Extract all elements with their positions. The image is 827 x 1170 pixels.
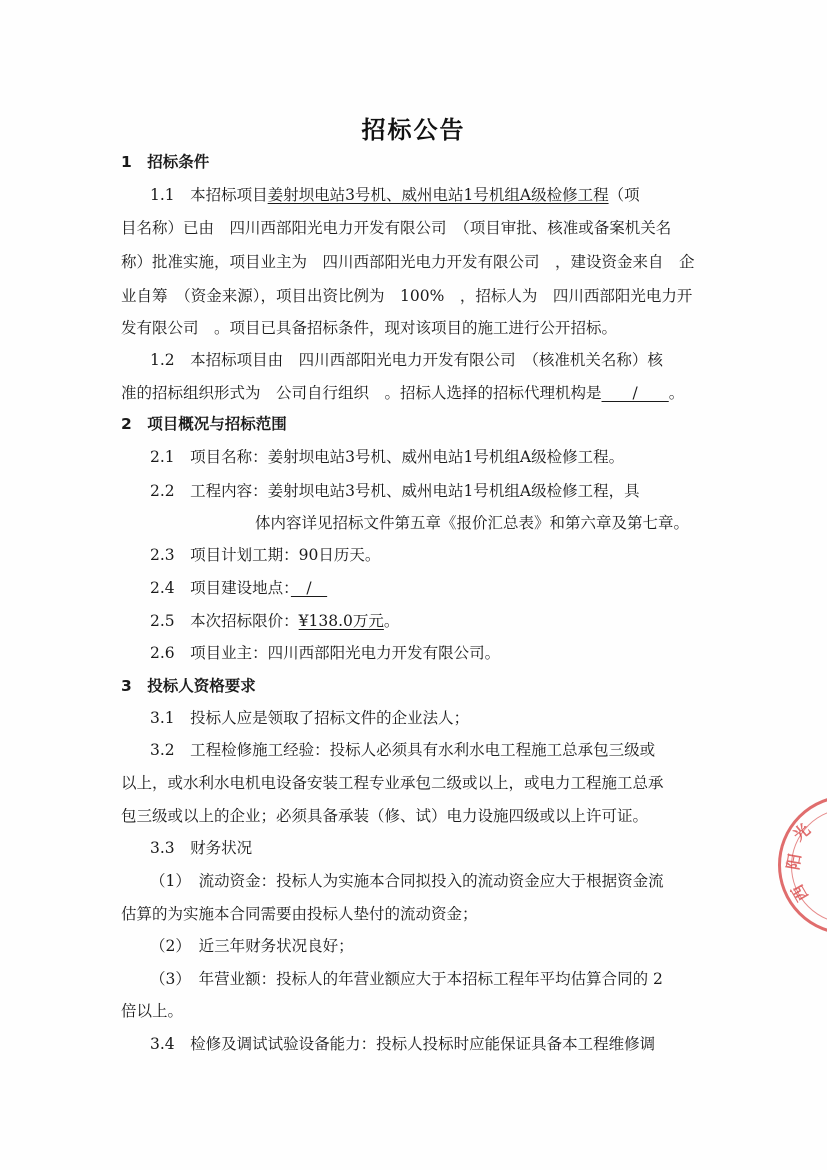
para-2-2-line-2: 体内容详见招标文件第五章《报价汇总表》和第六章及第七章。 <box>255 514 690 532</box>
para-3-2-line-3: 包三级或以上的企业；必须具备承装（修、试）电力设施四级或以上许可证。 <box>121 807 649 825</box>
seal-char: 光 <box>789 819 814 845</box>
para-3-2-line-1: 3.2 工程检修施工经验：投标人必须具有水利水电工程施工总承包三级或 <box>150 741 656 759</box>
para-2-2-line-1: 2.2 工程内容：姜射坝电站3号机、威州电站1号机组A级检修工程，具 <box>150 482 640 500</box>
para-1-1-line-2: 目名称）已由 四川西部阳光电力开发有限公司 （项目审批、核准或备案机关名 <box>121 219 672 237</box>
para-1-2-end: 。 <box>668 384 685 402</box>
company-seal-icon <box>778 795 827 935</box>
para-1-2-line-1: 1.2 本招标项目由 四川西部阳光电力开发有限公司 （核准机关名称）核 <box>150 351 663 369</box>
para-2-5 <box>150 611 399 631</box>
price-limit: ¥138.0万元 <box>298 612 384 630</box>
para-1-1-line-5: 发有限公司 。项目已具备招标条件，现对该项目的施工进行公开招标。 <box>121 319 618 337</box>
para-1-1-line-1 <box>150 185 640 205</box>
para-1-1-prefix: 1.1 本招标项目 <box>150 186 268 204</box>
para-3-4: 3.4 检修及调试试验设备能力：投标人投标时应能保证具备本工程维修调 <box>150 1035 656 1053</box>
para-1-2-line-2 <box>121 383 684 403</box>
para-2-4 <box>150 578 327 598</box>
agent-blank: / <box>601 384 669 402</box>
section-2-heading: 2 项目概况与招标范围 <box>121 415 287 433</box>
para-3-1: 3.1 投标人应是领取了招标文件的企业法人； <box>150 709 470 727</box>
para-3-3-3-line-2: 倍以上。 <box>121 1002 184 1020</box>
para-2-5-label: 2.5 本次招标限价： <box>150 612 299 630</box>
section-3-heading: 3 投标人资格要求 <box>121 677 256 695</box>
para-2-6: 2.6 项目业主：四川西部阳光电力开发有限公司。 <box>150 644 501 662</box>
para-3-3-1-line-1: （1） 流动资金：投标人为实施本合同拟投入的流动资金应大于根据资金流 <box>150 872 664 890</box>
page-title: 招标公告 <box>361 116 466 144</box>
para-2-3: 2.3 项目计划工期：90日历天。 <box>150 546 381 564</box>
para-2-5-end: 。 <box>383 612 400 630</box>
para-1-1-line-3: 称）批准实施，项目业主为 四川西部阳光电力开发有限公司 ，建设资金来自 企 <box>121 253 695 271</box>
para-1-1-suffix: （项 <box>608 186 640 204</box>
para-1-2-text: 准的招标组织形式为 公司自行组织 。招标人选择的招标代理机构是 <box>121 384 602 402</box>
para-3-3-2: （2） 近三年财务状况良好； <box>150 937 354 955</box>
seal-char: 西 <box>787 881 813 905</box>
para-1-1-line-4: 业自筹 （资金来源），项目出资比例为 100% ，招标人为 四川西部阳光电力开 <box>121 287 693 305</box>
para-2-1: 2.1 项目名称：姜射坝电站3号机、威州电站1号机组A级检修工程。 <box>150 448 625 466</box>
site-blank: / <box>290 579 328 597</box>
section-1-heading: 1 招标条件 <box>121 153 210 171</box>
para-3-3-1-line-2: 估算的为实施本合同需要由投标人垫付的流动资金； <box>121 905 478 923</box>
para-3-2-line-2: 以上，或水利水电机电设备安装工程专业承包二级或以上，或电力工程施工总承 <box>121 774 664 792</box>
seal-char: 阳 <box>783 852 805 872</box>
project-name: 姜射坝电站3号机、威州电站1号机组A级检修工程 <box>267 186 609 204</box>
para-3-3: 3.3 财务状况 <box>150 839 253 857</box>
para-2-4-label: 2.4 项目建设地点： <box>150 579 291 597</box>
para-3-3-3-line-1: （3） 年营业额：投标人的年营业额应大于本招标工程年平均估算合同的 2 <box>150 970 663 988</box>
